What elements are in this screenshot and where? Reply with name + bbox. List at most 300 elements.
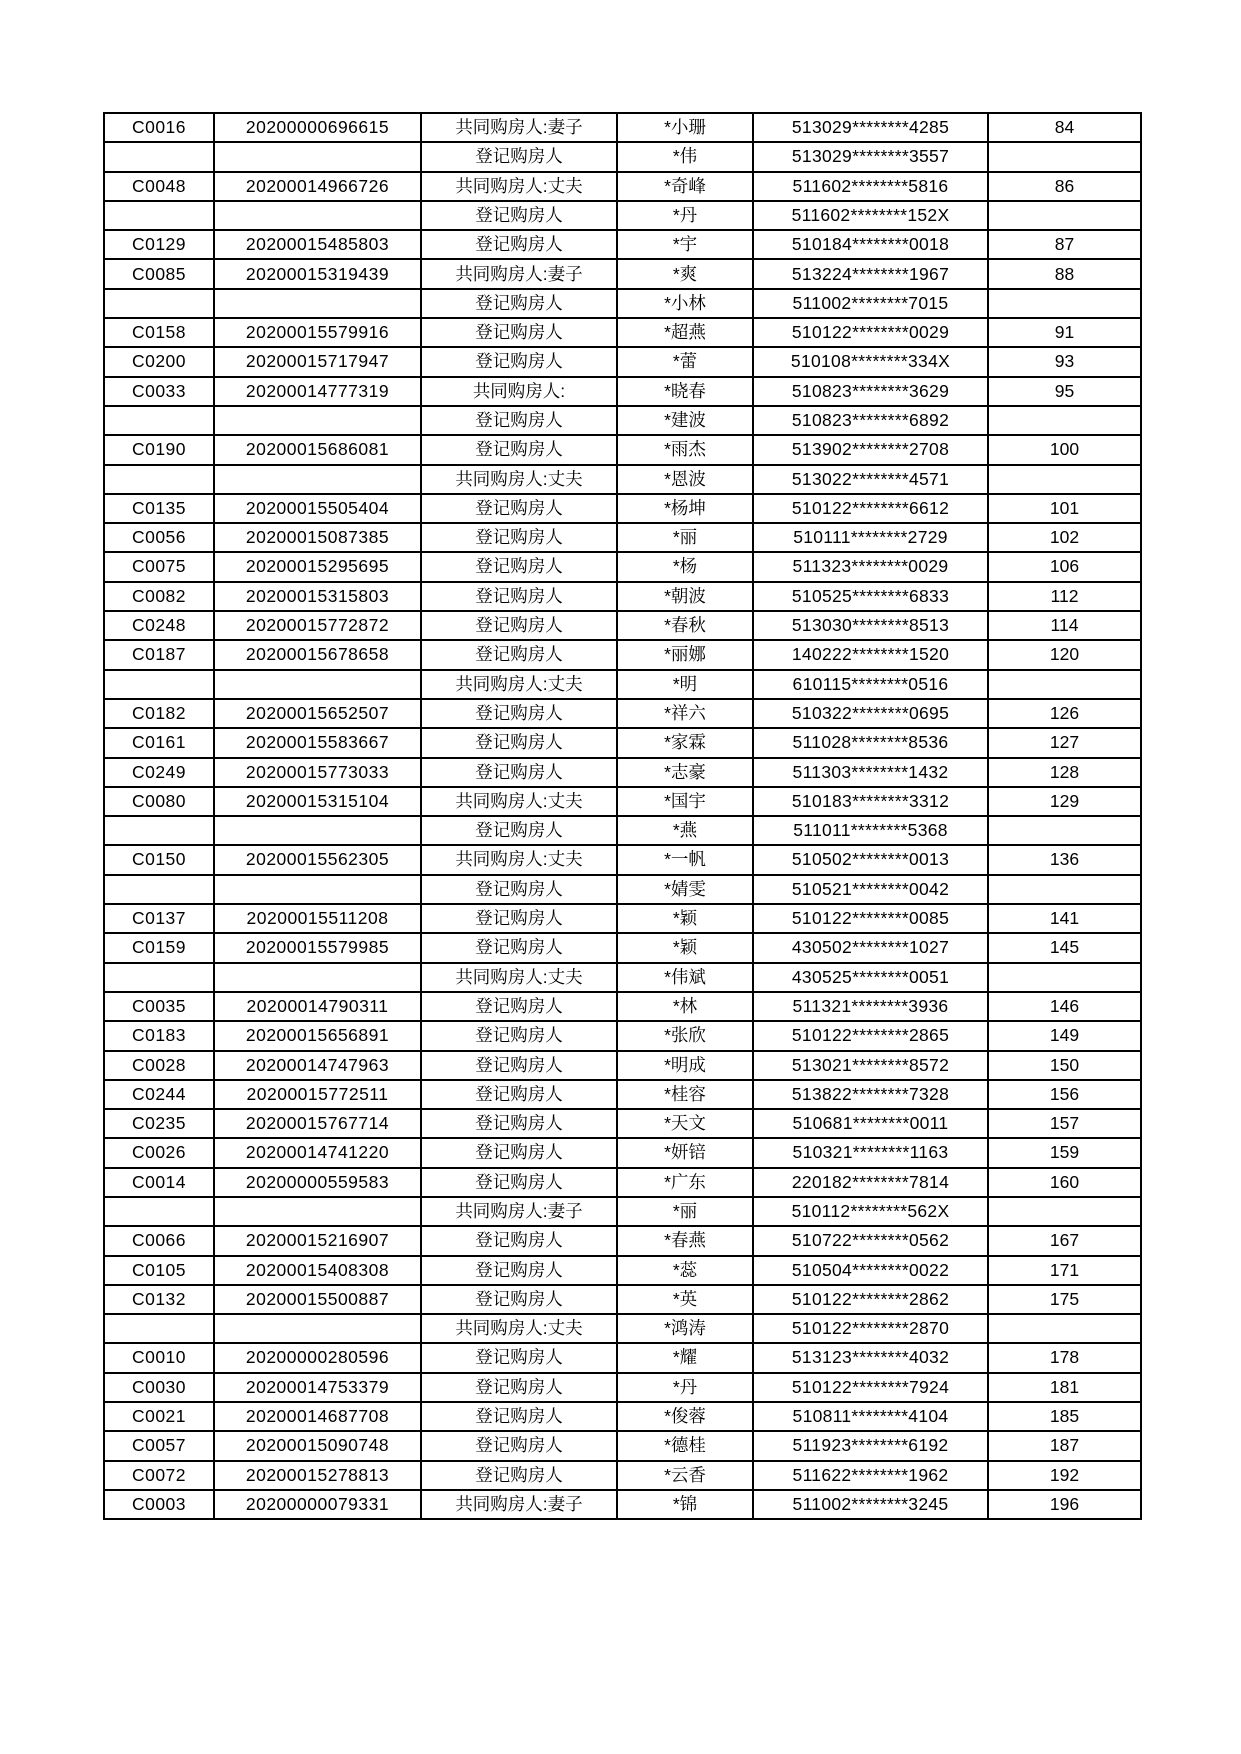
- cell-purchaser-role: 登记购房人: [421, 1285, 617, 1314]
- cell-sequence-number: 171: [988, 1256, 1141, 1285]
- cell-registration-no: 20200000079331: [214, 1490, 421, 1519]
- table-row: [104, 406, 1141, 435]
- cell-purchaser-name: *张欣: [617, 1021, 753, 1050]
- table-row: [104, 1314, 1141, 1343]
- cell-registration-no: 20200015686081: [214, 435, 421, 464]
- table-row: [104, 289, 1141, 318]
- cell-purchaser-role: 登记购房人: [421, 1021, 617, 1050]
- cell-purchaser-name: *丽娜: [617, 640, 753, 669]
- cell-purchaser-role: 登记购房人: [421, 816, 617, 845]
- cell-id-number-masked: 513029********3557: [753, 142, 988, 171]
- cell-sequence-number: 129: [988, 787, 1141, 816]
- cell-registration-no: 20200015319439: [214, 259, 421, 288]
- cell-purchaser-name: *颖: [617, 904, 753, 933]
- cell-purchaser-role: 登记购房人: [421, 904, 617, 933]
- cell-purchaser-name: *爽: [617, 259, 753, 288]
- table-row: [104, 201, 1141, 230]
- table-row: [104, 523, 1141, 552]
- cell-id-number-masked: 513822********7328: [753, 1080, 988, 1109]
- cell-applicant-code: [104, 289, 214, 318]
- cell-purchaser-role: 登记购房人: [421, 1051, 617, 1080]
- table-row: [104, 699, 1141, 728]
- table-row: [104, 172, 1141, 201]
- cell-sequence-number: [988, 289, 1141, 318]
- table-row: [104, 963, 1141, 992]
- cell-purchaser-role: 登记购房人: [421, 875, 617, 904]
- table-row: [104, 845, 1141, 874]
- table-row: [104, 1138, 1141, 1167]
- cell-purchaser-name: *宇: [617, 230, 753, 259]
- cell-registration-no: 20200015717947: [214, 347, 421, 376]
- cell-id-number-masked: 510184********0018: [753, 230, 988, 259]
- cell-id-number-masked: 510502********0013: [753, 845, 988, 874]
- cell-purchaser-name: *桂容: [617, 1080, 753, 1109]
- cell-purchaser-role: 登记购房人: [421, 758, 617, 787]
- cell-purchaser-name: *超燕: [617, 318, 753, 347]
- cell-sequence-number: [988, 465, 1141, 494]
- cell-id-number-masked: 513021********8572: [753, 1051, 988, 1080]
- cell-purchaser-name: *林: [617, 992, 753, 1021]
- cell-id-number-masked: 511303********1432: [753, 758, 988, 787]
- cell-sequence-number: [988, 816, 1141, 845]
- cell-registration-no: [214, 142, 421, 171]
- cell-purchaser-name: *小林: [617, 289, 753, 318]
- cell-sequence-number: 136: [988, 845, 1141, 874]
- cell-applicant-code: C0026: [104, 1138, 214, 1167]
- cell-applicant-code: C0085: [104, 259, 214, 288]
- cell-registration-no: 20200015767714: [214, 1109, 421, 1138]
- cell-sequence-number: 192: [988, 1461, 1141, 1490]
- cell-id-number-masked: 610115********0516: [753, 670, 988, 699]
- cell-id-number-masked: 511602********152X: [753, 201, 988, 230]
- cell-purchaser-role: 登记购房人: [421, 230, 617, 259]
- cell-purchaser-role: 登记购房人: [421, 523, 617, 552]
- cell-applicant-code: C0129: [104, 230, 214, 259]
- cell-registration-no: 20200015656891: [214, 1021, 421, 1050]
- registration-table-body: [104, 113, 1141, 1519]
- cell-sequence-number: 87: [988, 230, 1141, 259]
- table-row: [104, 1343, 1141, 1372]
- cell-registration-no: 20200015579916: [214, 318, 421, 347]
- cell-purchaser-role: 登记购房人: [421, 582, 617, 611]
- cell-id-number-masked: 510525********6833: [753, 582, 988, 611]
- cell-registration-no: [214, 670, 421, 699]
- table-row: [104, 1080, 1141, 1109]
- cell-purchaser-role: 共同购房人:妻子: [421, 1197, 617, 1226]
- cell-purchaser-role: 登记购房人: [421, 728, 617, 757]
- cell-sequence-number: 84: [988, 113, 1141, 142]
- cell-registration-no: [214, 465, 421, 494]
- table-row: [104, 230, 1141, 259]
- table-row: [104, 758, 1141, 787]
- cell-registration-no: 20200014790311: [214, 992, 421, 1021]
- registration-table-container: [103, 112, 1142, 1520]
- cell-purchaser-name: *蕾: [617, 347, 753, 376]
- cell-id-number-masked: 510681********0011: [753, 1109, 988, 1138]
- cell-id-number-masked: 510122********0085: [753, 904, 988, 933]
- cell-applicant-code: C0248: [104, 611, 214, 640]
- cell-applicant-code: C0066: [104, 1226, 214, 1255]
- cell-applicant-code: [104, 142, 214, 171]
- cell-purchaser-name: *德桂: [617, 1431, 753, 1460]
- cell-purchaser-role: 登记购房人: [421, 1402, 617, 1431]
- cell-applicant-code: C0187: [104, 640, 214, 669]
- cell-id-number-masked: 510122********0029: [753, 318, 988, 347]
- table-row: [104, 904, 1141, 933]
- cell-id-number-masked: 510111********2729: [753, 523, 988, 552]
- cell-purchaser-role: 共同购房人:: [421, 377, 617, 406]
- cell-applicant-code: C0105: [104, 1256, 214, 1285]
- cell-id-number-masked: 510811********4104: [753, 1402, 988, 1431]
- cell-id-number-masked: 510122********7924: [753, 1373, 988, 1402]
- cell-id-number-masked: 430502********1027: [753, 933, 988, 962]
- cell-id-number-masked: 513123********4032: [753, 1343, 988, 1372]
- cell-purchaser-name: *志豪: [617, 758, 753, 787]
- table-row: [104, 1256, 1141, 1285]
- cell-id-number-masked: 510322********0695: [753, 699, 988, 728]
- cell-sequence-number: 127: [988, 728, 1141, 757]
- cell-purchaser-role: 登记购房人: [421, 611, 617, 640]
- cell-sequence-number: [988, 201, 1141, 230]
- cell-registration-no: 20200000280596: [214, 1343, 421, 1372]
- cell-registration-no: [214, 1314, 421, 1343]
- cell-id-number-masked: 513022********4571: [753, 465, 988, 494]
- cell-sequence-number: 114: [988, 611, 1141, 640]
- cell-id-number-masked: 430525********0051: [753, 963, 988, 992]
- cell-purchaser-role: 登记购房人: [421, 406, 617, 435]
- table-row: [104, 1402, 1141, 1431]
- cell-registration-no: 20200015652507: [214, 699, 421, 728]
- cell-registration-no: [214, 201, 421, 230]
- cell-applicant-code: C0003: [104, 1490, 214, 1519]
- table-row: [104, 1168, 1141, 1197]
- cell-id-number-masked: 510321********1163: [753, 1138, 988, 1167]
- cell-sequence-number: 156: [988, 1080, 1141, 1109]
- cell-purchaser-name: *锦: [617, 1490, 753, 1519]
- cell-applicant-code: C0075: [104, 552, 214, 581]
- cell-applicant-code: [104, 875, 214, 904]
- cell-purchaser-name: *雨杰: [617, 435, 753, 464]
- cell-purchaser-name: *丹: [617, 1373, 753, 1402]
- table-row: [104, 494, 1141, 523]
- cell-registration-no: 20200015408308: [214, 1256, 421, 1285]
- cell-purchaser-name: *丽: [617, 1197, 753, 1226]
- cell-purchaser-role: 共同购房人:妻子: [421, 1490, 617, 1519]
- cell-purchaser-name: *妍锫: [617, 1138, 753, 1167]
- cell-purchaser-role: 登记购房人: [421, 933, 617, 962]
- cell-applicant-code: C0159: [104, 933, 214, 962]
- cell-applicant-code: C0082: [104, 582, 214, 611]
- cell-purchaser-name: *燕: [617, 816, 753, 845]
- cell-sequence-number: 120: [988, 640, 1141, 669]
- cell-id-number-masked: 510183********3312: [753, 787, 988, 816]
- cell-sequence-number: [988, 875, 1141, 904]
- cell-sequence-number: 157: [988, 1109, 1141, 1138]
- cell-sequence-number: [988, 142, 1141, 171]
- cell-sequence-number: 128: [988, 758, 1141, 787]
- cell-registration-no: 20200000696615: [214, 113, 421, 142]
- table-row: [104, 992, 1141, 1021]
- cell-id-number-masked: 510722********0562: [753, 1226, 988, 1255]
- cell-applicant-code: C0183: [104, 1021, 214, 1050]
- cell-purchaser-role: 共同购房人:丈夫: [421, 963, 617, 992]
- cell-sequence-number: [988, 670, 1141, 699]
- cell-registration-no: 20200015295695: [214, 552, 421, 581]
- table-row: [104, 113, 1141, 142]
- cell-registration-no: 20200015772872: [214, 611, 421, 640]
- cell-purchaser-name: *耀: [617, 1343, 753, 1372]
- cell-registration-no: 20200015772511: [214, 1080, 421, 1109]
- cell-id-number-masked: 510504********0022: [753, 1256, 988, 1285]
- cell-purchaser-role: 登记购房人: [421, 142, 617, 171]
- cell-applicant-code: C0080: [104, 787, 214, 816]
- cell-id-number-masked: 511002********3245: [753, 1490, 988, 1519]
- cell-sequence-number: 167: [988, 1226, 1141, 1255]
- cell-purchaser-role: 登记购房人: [421, 1109, 617, 1138]
- cell-sequence-number: 141: [988, 904, 1141, 933]
- cell-purchaser-role: 登记购房人: [421, 1138, 617, 1167]
- cell-applicant-code: C0244: [104, 1080, 214, 1109]
- cell-registration-no: 20200015511208: [214, 904, 421, 933]
- cell-applicant-code: C0249: [104, 758, 214, 787]
- cell-registration-no: 20200015278813: [214, 1461, 421, 1490]
- cell-applicant-code: C0161: [104, 728, 214, 757]
- cell-sequence-number: 145: [988, 933, 1141, 962]
- cell-purchaser-role: 登记购房人: [421, 1256, 617, 1285]
- cell-purchaser-name: *广东: [617, 1168, 753, 1197]
- cell-sequence-number: 91: [988, 318, 1141, 347]
- table-row: [104, 875, 1141, 904]
- cell-purchaser-name: *丹: [617, 201, 753, 230]
- cell-sequence-number: 101: [988, 494, 1141, 523]
- table-row: [104, 728, 1141, 757]
- table-row: [104, 787, 1141, 816]
- cell-registration-no: 20200015579985: [214, 933, 421, 962]
- cell-registration-no: 20200014777319: [214, 377, 421, 406]
- cell-purchaser-role: 登记购房人: [421, 1373, 617, 1402]
- cell-registration-no: [214, 406, 421, 435]
- cell-sequence-number: 95: [988, 377, 1141, 406]
- cell-registration-no: 20200015678658: [214, 640, 421, 669]
- cell-applicant-code: C0030: [104, 1373, 214, 1402]
- cell-purchaser-role: 共同购房人:妻子: [421, 113, 617, 142]
- cell-registration-no: 20200015500887: [214, 1285, 421, 1314]
- cell-applicant-code: C0137: [104, 904, 214, 933]
- table-row: [104, 1431, 1141, 1460]
- cell-purchaser-name: *晓春: [617, 377, 753, 406]
- table-row: [104, 377, 1141, 406]
- cell-purchaser-role: 共同购房人:丈夫: [421, 787, 617, 816]
- cell-applicant-code: [104, 670, 214, 699]
- cell-applicant-code: C0132: [104, 1285, 214, 1314]
- cell-id-number-masked: 510108********334X: [753, 347, 988, 376]
- cell-applicant-code: C0182: [104, 699, 214, 728]
- cell-purchaser-role: 登记购房人: [421, 1226, 617, 1255]
- cell-purchaser-role: 共同购房人:妻子: [421, 259, 617, 288]
- table-row: [104, 1109, 1141, 1138]
- cell-purchaser-name: *国宇: [617, 787, 753, 816]
- cell-id-number-masked: 220182********7814: [753, 1168, 988, 1197]
- cell-id-number-masked: 510122********6612: [753, 494, 988, 523]
- table-row: [104, 435, 1141, 464]
- cell-purchaser-name: *明: [617, 670, 753, 699]
- cell-sequence-number: 187: [988, 1431, 1141, 1460]
- cell-sequence-number: 88: [988, 259, 1141, 288]
- table-row: [104, 259, 1141, 288]
- cell-applicant-code: C0014: [104, 1168, 214, 1197]
- cell-purchaser-name: *家霖: [617, 728, 753, 757]
- cell-sequence-number: 150: [988, 1051, 1141, 1080]
- registration-table: [103, 112, 1142, 1520]
- cell-registration-no: 20200014966726: [214, 172, 421, 201]
- table-row: [104, 582, 1141, 611]
- cell-purchaser-role: 登记购房人: [421, 699, 617, 728]
- cell-applicant-code: C0021: [104, 1402, 214, 1431]
- table-row: [104, 1021, 1141, 1050]
- cell-sequence-number: 181: [988, 1373, 1141, 1402]
- table-row: [104, 1226, 1141, 1255]
- table-row: [104, 816, 1141, 845]
- cell-applicant-code: C0035: [104, 992, 214, 1021]
- cell-applicant-code: [104, 201, 214, 230]
- cell-registration-no: [214, 963, 421, 992]
- cell-purchaser-role: 登记购房人: [421, 992, 617, 1021]
- cell-id-number-masked: 511028********8536: [753, 728, 988, 757]
- cell-purchaser-name: *天文: [617, 1109, 753, 1138]
- cell-applicant-code: C0028: [104, 1051, 214, 1080]
- cell-sequence-number: 93: [988, 347, 1141, 376]
- cell-id-number-masked: 511011********5368: [753, 816, 988, 845]
- table-row: [104, 347, 1141, 376]
- cell-purchaser-role: 登记购房人: [421, 1461, 617, 1490]
- cell-registration-no: 20200015562305: [214, 845, 421, 874]
- cell-sequence-number: 178: [988, 1343, 1141, 1372]
- cell-registration-no: 20200014747963: [214, 1051, 421, 1080]
- cell-purchaser-name: *鸿涛: [617, 1314, 753, 1343]
- cell-sequence-number: [988, 1197, 1141, 1226]
- table-row: [104, 1051, 1141, 1080]
- cell-purchaser-role: 登记购房人: [421, 347, 617, 376]
- cell-id-number-masked: 513224********1967: [753, 259, 988, 288]
- cell-id-number-masked: 140222********1520: [753, 640, 988, 669]
- cell-applicant-code: C0200: [104, 347, 214, 376]
- table-row: [104, 465, 1141, 494]
- cell-applicant-code: C0057: [104, 1431, 214, 1460]
- cell-applicant-code: C0010: [104, 1343, 214, 1372]
- cell-purchaser-name: *祥六: [617, 699, 753, 728]
- cell-purchaser-role: 登记购房人: [421, 201, 617, 230]
- table-row: [104, 670, 1141, 699]
- cell-registration-no: 20200015583667: [214, 728, 421, 757]
- cell-purchaser-name: *朝波: [617, 582, 753, 611]
- cell-applicant-code: C0135: [104, 494, 214, 523]
- cell-sequence-number: 86: [988, 172, 1141, 201]
- cell-applicant-code: C0072: [104, 1461, 214, 1490]
- cell-sequence-number: 112: [988, 582, 1141, 611]
- cell-id-number-masked: 510112********562X: [753, 1197, 988, 1226]
- cell-registration-no: 20200015216907: [214, 1226, 421, 1255]
- cell-sequence-number: 160: [988, 1168, 1141, 1197]
- table-row: [104, 640, 1141, 669]
- cell-applicant-code: [104, 816, 214, 845]
- cell-applicant-code: C0056: [104, 523, 214, 552]
- cell-purchaser-role: 共同购房人:丈夫: [421, 1314, 617, 1343]
- table-row: [104, 142, 1141, 171]
- cell-id-number-masked: 511321********3936: [753, 992, 988, 1021]
- cell-id-number-masked: 511923********6192: [753, 1431, 988, 1460]
- cell-purchaser-name: *伟斌: [617, 963, 753, 992]
- cell-id-number-masked: 513902********2708: [753, 435, 988, 464]
- cell-sequence-number: 196: [988, 1490, 1141, 1519]
- table-row: [104, 1285, 1141, 1314]
- cell-sequence-number: 100: [988, 435, 1141, 464]
- cell-registration-no: 20200000559583: [214, 1168, 421, 1197]
- cell-purchaser-name: *伟: [617, 142, 753, 171]
- table-row: [104, 1373, 1141, 1402]
- cell-sequence-number: 185: [988, 1402, 1141, 1431]
- cell-purchaser-role: 共同购房人:丈夫: [421, 670, 617, 699]
- cell-sequence-number: [988, 406, 1141, 435]
- cell-purchaser-role: 登记购房人: [421, 1431, 617, 1460]
- cell-registration-no: [214, 816, 421, 845]
- cell-sequence-number: 175: [988, 1285, 1141, 1314]
- cell-applicant-code: C0190: [104, 435, 214, 464]
- cell-purchaser-role: 登记购房人: [421, 289, 617, 318]
- cell-registration-no: [214, 1197, 421, 1226]
- cell-purchaser-name: *奇峰: [617, 172, 753, 201]
- cell-registration-no: 20200015505404: [214, 494, 421, 523]
- cell-registration-no: 20200015485803: [214, 230, 421, 259]
- cell-sequence-number: [988, 963, 1141, 992]
- cell-purchaser-name: *俊蓉: [617, 1402, 753, 1431]
- cell-sequence-number: 146: [988, 992, 1141, 1021]
- cell-purchaser-name: *恩波: [617, 465, 753, 494]
- cell-purchaser-role: 登记购房人: [421, 494, 617, 523]
- cell-registration-no: 20200015087385: [214, 523, 421, 552]
- cell-purchaser-name: *一帆: [617, 845, 753, 874]
- cell-id-number-masked: 510521********0042: [753, 875, 988, 904]
- cell-sequence-number: [988, 1314, 1141, 1343]
- cell-applicant-code: [104, 1197, 214, 1226]
- cell-registration-no: [214, 289, 421, 318]
- table-row: [104, 933, 1141, 962]
- cell-purchaser-name: *春燕: [617, 1226, 753, 1255]
- cell-purchaser-name: *杨: [617, 552, 753, 581]
- cell-registration-no: 20200014687708: [214, 1402, 421, 1431]
- cell-sequence-number: 102: [988, 523, 1141, 552]
- cell-purchaser-name: *颖: [617, 933, 753, 962]
- table-row: [104, 318, 1141, 347]
- cell-id-number-masked: 510122********2865: [753, 1021, 988, 1050]
- cell-registration-no: 20200015315104: [214, 787, 421, 816]
- cell-id-number-masked: 510823********3629: [753, 377, 988, 406]
- cell-id-number-masked: 511002********7015: [753, 289, 988, 318]
- cell-id-number-masked: 511602********5816: [753, 172, 988, 201]
- cell-id-number-masked: 513030********8513: [753, 611, 988, 640]
- cell-purchaser-role: 登记购房人: [421, 1168, 617, 1197]
- cell-purchaser-name: *丽: [617, 523, 753, 552]
- cell-purchaser-name: *婧雯: [617, 875, 753, 904]
- cell-purchaser-name: *杨坤: [617, 494, 753, 523]
- cell-purchaser-name: *建波: [617, 406, 753, 435]
- cell-purchaser-role: 登记购房人: [421, 1343, 617, 1372]
- cell-purchaser-name: *春秋: [617, 611, 753, 640]
- cell-registration-no: 20200014753379: [214, 1373, 421, 1402]
- cell-sequence-number: 106: [988, 552, 1141, 581]
- table-row: [104, 1461, 1141, 1490]
- cell-id-number-masked: 513029********4285: [753, 113, 988, 142]
- table-row: [104, 1197, 1141, 1226]
